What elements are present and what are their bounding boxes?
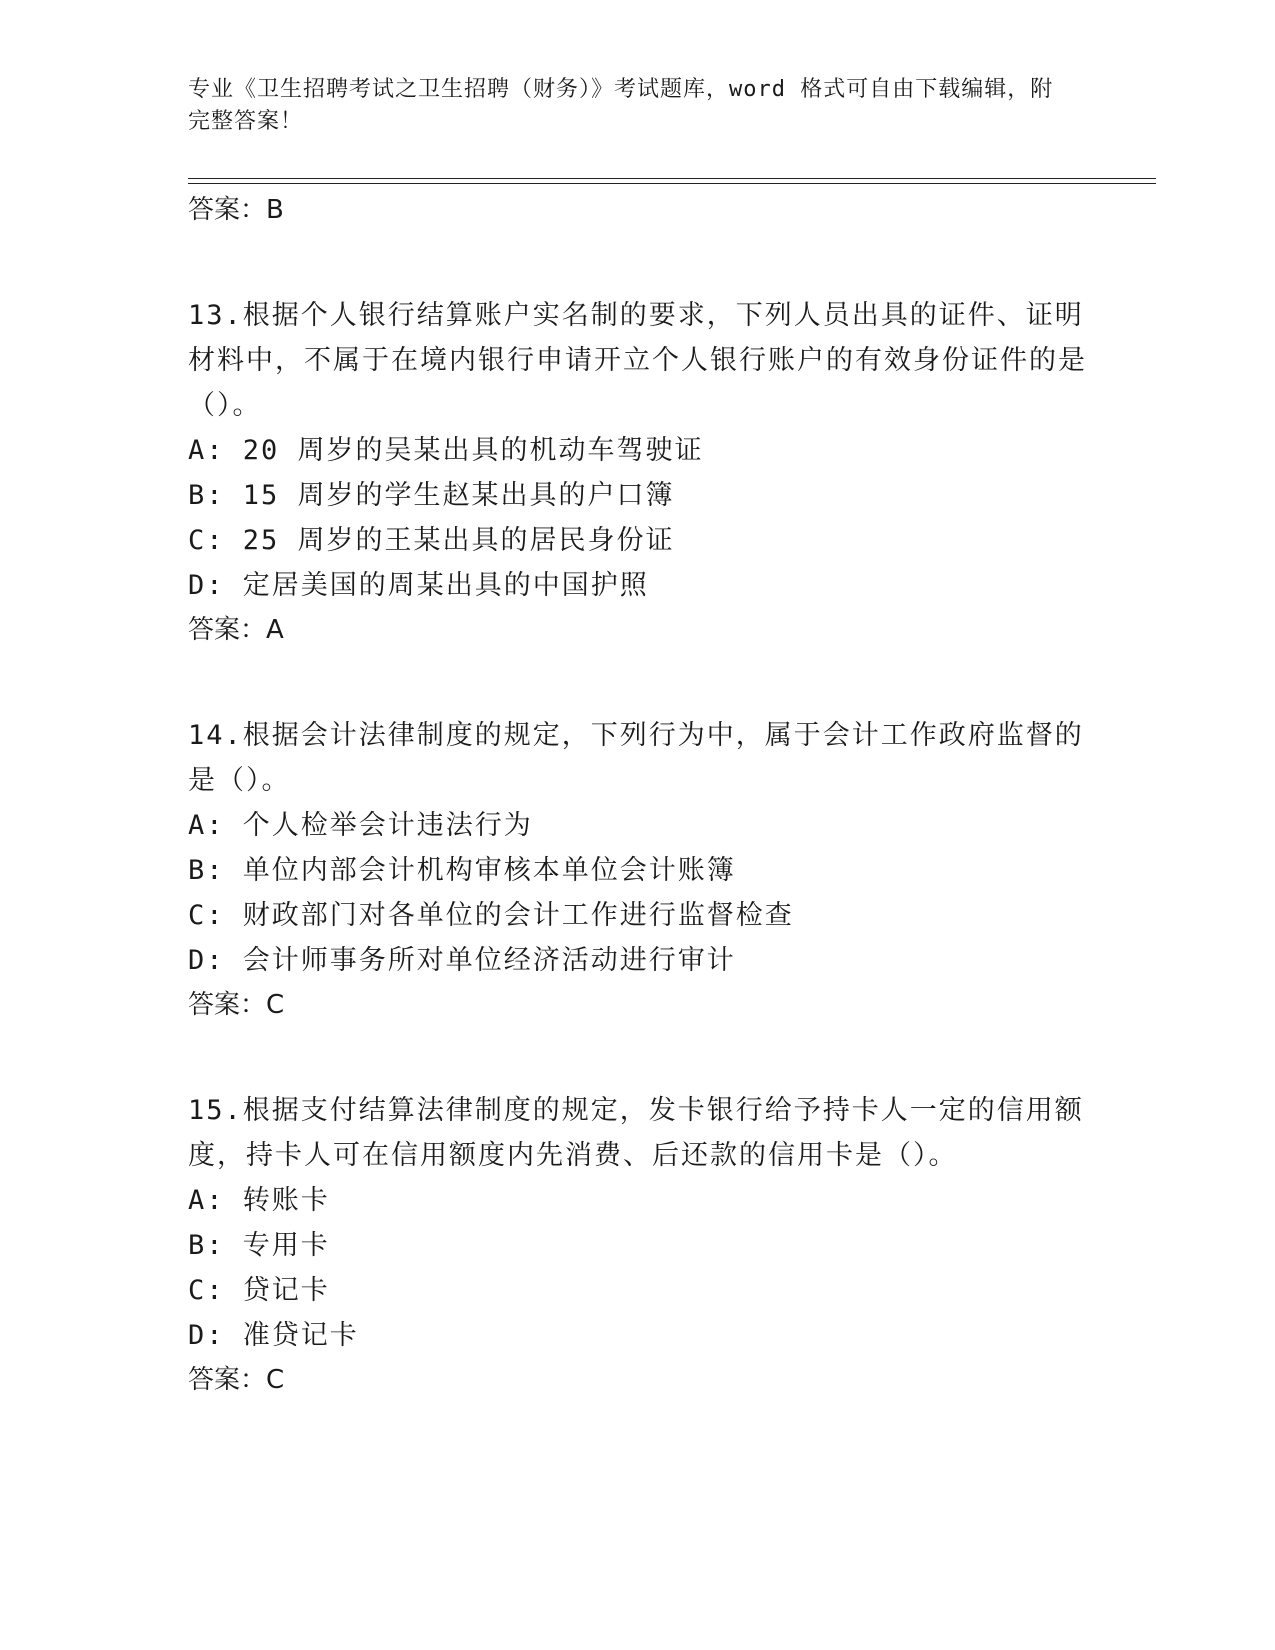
option-b: B: 15 周岁的学生赵某出具的户口簿: [188, 480, 675, 511]
question-answer: 答案：A: [188, 615, 284, 645]
question-13: [188, 293, 1088, 652]
question-answer: 答案：C: [188, 990, 285, 1020]
option-c: C: 财政部门对各单位的会计工作进行监督检查: [188, 900, 794, 931]
document-header: 专业《卫生招聘考试之卫生招聘（财务）》考试题库，word 格式可自由下载编辑，附完整答案！: [188, 77, 1054, 134]
option-d: D: 定居美国的周某出具的中国护照: [188, 570, 649, 601]
option-c: C: 25 周岁的王某出具的居民身份证: [188, 525, 675, 556]
option-a: A: 个人检举会计违法行为: [188, 810, 533, 841]
spacer: [188, 232, 1088, 293]
spacer: [188, 1027, 1088, 1088]
header-rule: [188, 178, 1156, 179]
header-rule-secondary: [188, 183, 1156, 184]
option-c: C: 贷记卡: [188, 1275, 330, 1306]
question-15: [188, 1088, 1088, 1402]
option-d: D: 准贷记卡: [188, 1320, 359, 1351]
question-14: [188, 713, 1088, 1027]
question-answer: 答案：C: [188, 1365, 285, 1395]
option-b: B: 单位内部会计机构审核本单位会计账簿: [188, 855, 736, 886]
question-stem: 13.根据个人银行结算账户实名制的要求，下列人员出具的证件、证明材料中，不属于在境内银行申请开立个人银行账户的有效身份证件的是（）。: [188, 300, 1087, 421]
previous-answer: 答案：B: [188, 195, 284, 225]
option-a: A: 转账卡: [188, 1185, 330, 1216]
question-stem: 14.根据会计法律制度的规定，下列行为中，属于会计工作政府监督的是（）。: [188, 720, 1084, 796]
option-a: A: 20 周岁的吴某出具的机动车驾驶证: [188, 435, 704, 466]
option-d: D: 会计师事务所对单位经济活动进行审计: [188, 945, 736, 976]
spacer: [188, 652, 1088, 713]
question-list: [188, 188, 1088, 1402]
option-b: B: 专用卡: [188, 1230, 330, 1261]
question-stem: 15.根据支付结算法律制度的规定，发卡银行给予持卡人一定的信用额度，持卡人可在信用额度内先消费、后还款的信用卡是（）。: [188, 1095, 1084, 1171]
